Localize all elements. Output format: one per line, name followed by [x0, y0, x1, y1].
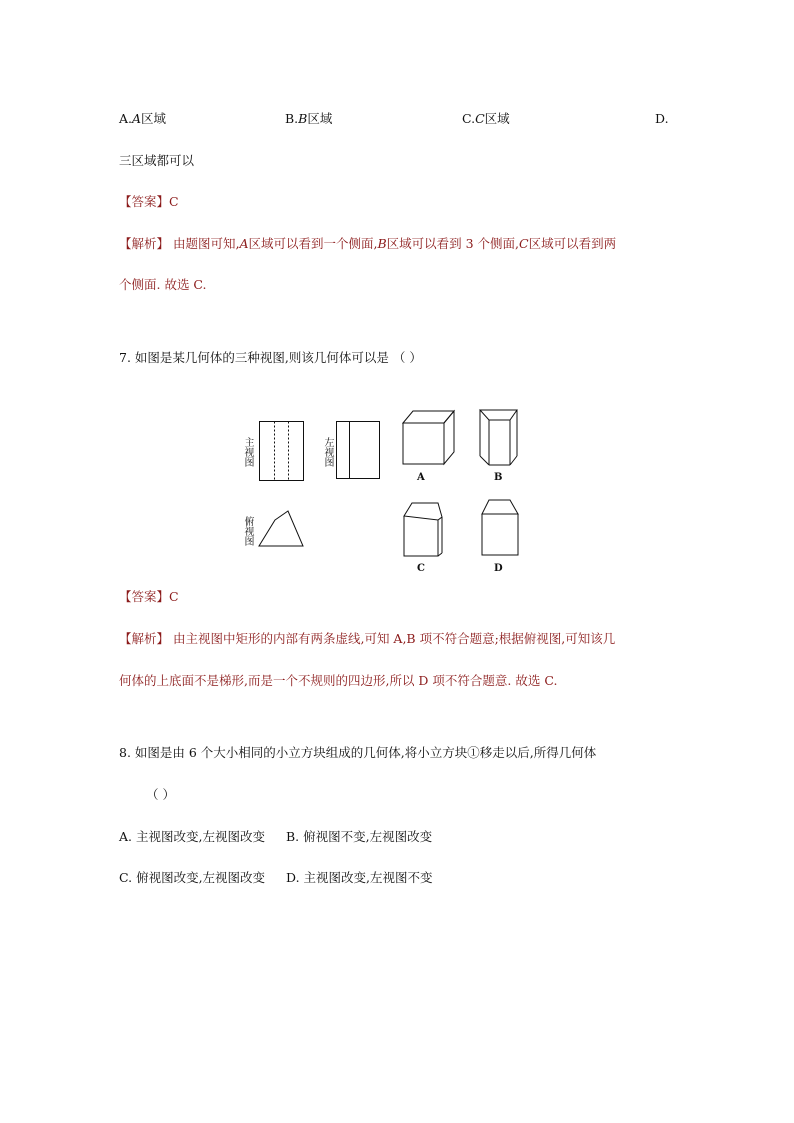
option-b: B.𝐵区域: [285, 111, 333, 126]
option-a-side: [444, 411, 454, 464]
figure-label-d: D: [494, 563, 503, 574]
question-8: 8. 如图是由 6 个大小相同的小立方块组成的几何体,将小立方块①移走以后,所得几何体: [119, 745, 597, 760]
left-view-rect: [337, 422, 380, 479]
analysis-q7-line1: 【解析】 由主视图中矩形的内部有两条虚线,可知 A,B 项不符合题意;根据俯视图,可知该几: [119, 631, 616, 646]
option-a-top: [403, 411, 454, 423]
answer-q6: 【答案】C: [119, 194, 179, 209]
left-view-label: 左视图: [324, 438, 335, 469]
analysis-q6-line2: 个侧面. 故选 C.: [119, 277, 207, 292]
figure-label-a: A: [417, 472, 425, 483]
option-b-top: [480, 410, 517, 420]
front-view-rect: [260, 422, 304, 481]
option-d-continued: 三区域都可以: [119, 153, 195, 168]
q8-option-d: D. 主视图改变,左视图不变: [286, 870, 433, 885]
question-8-blank: （ ）: [146, 787, 175, 802]
option-a: A.𝐴区域: [119, 111, 167, 126]
option-d-top: [482, 500, 518, 514]
top-view-shape: [259, 511, 303, 546]
figure-label-b: B: [494, 472, 503, 483]
question-7: 7. 如图是某几何体的三种视图,则该几何体可以是 （ ）: [119, 350, 422, 365]
q8-option-c: C. 俯视图改变,左视图改变: [119, 870, 266, 885]
option-c-top: [404, 503, 442, 520]
option-d: D.: [655, 111, 669, 126]
figure-label-c: C: [417, 563, 425, 574]
option-a-front: [403, 423, 444, 464]
analysis-q7-line2: 何体的上底面不是梯形,而是一个不规则的四边形,所以 D 项不符合题意. 故选 C.: [119, 673, 558, 688]
option-c: C.𝐶区域: [462, 111, 510, 126]
q8-option-b: B. 俯视图不变,左视图改变: [286, 829, 433, 844]
front-view-label: 主视图: [244, 438, 255, 469]
answer-q7: 【答案】C: [119, 589, 179, 604]
analysis-q6-line1: 【解析】 由题图可知,𝐴区域可以看到一个侧面,𝐵区域可以看到 3 个侧面,𝐶区域可以看到两: [119, 236, 617, 251]
q8-option-a: A. 主视图改变,左视图改变: [119, 829, 265, 844]
option-d-front: [482, 514, 518, 555]
top-view-label: 俯视图: [244, 517, 255, 548]
